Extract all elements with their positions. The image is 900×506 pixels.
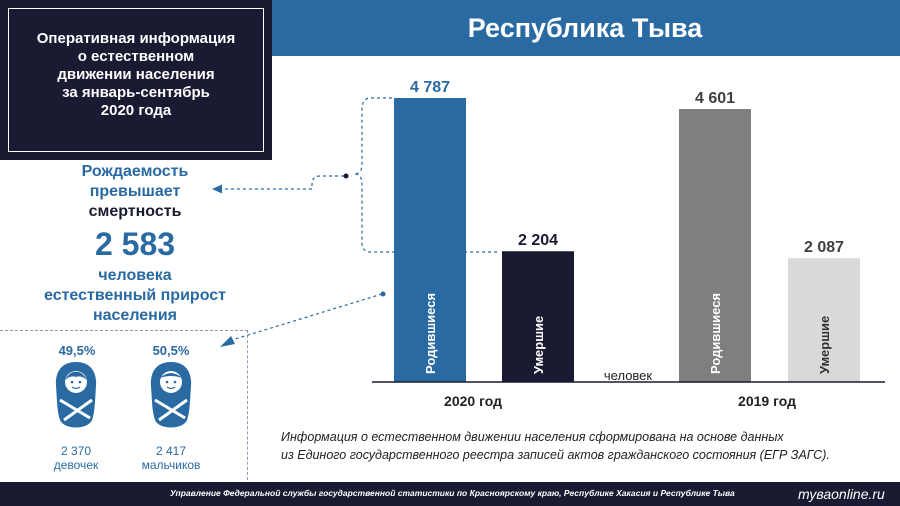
arrowhead-icon — [212, 185, 222, 194]
fertility-line-3: смертность — [88, 203, 182, 220]
growth-line: естественный прирост — [44, 287, 226, 304]
info-line: 2020 года — [100, 102, 172, 119]
growth-line: населения — [92, 307, 178, 324]
bar-category-label: Умершие — [531, 315, 546, 374]
bar-category-label: Умершие — [817, 315, 832, 374]
connector-dot — [344, 174, 349, 179]
fertility-line-1: Рождаемость — [81, 163, 189, 180]
methodology-note — [281, 428, 865, 464]
source-logo[interactable] — [798, 482, 885, 506]
bar-value-label: 4 787 — [409, 79, 451, 96]
growth-line: человека — [98, 267, 172, 284]
info-line: о естественном — [77, 48, 195, 65]
source-suffix: online.ru — [831, 486, 885, 502]
info-line: за январь-сентябрь — [62, 84, 210, 101]
unit-label: человек — [603, 368, 653, 383]
girls-count-value: 2 370 — [60, 444, 92, 458]
connector-dot — [381, 292, 386, 297]
bar-category-label: Родившиеся — [708, 292, 723, 374]
bar-value-label: 2 087 — [803, 239, 845, 257]
boys-count-value: 2 417 — [155, 444, 187, 458]
boys-count-label: мальчиков — [141, 458, 201, 472]
bars-layer — [394, 79, 860, 382]
bracket-to-text-line — [222, 176, 344, 189]
bar-value-label: 2 204 — [517, 232, 559, 250]
page-title: Республика Тыва — [467, 13, 703, 43]
girls-percent: 49,5% — [58, 343, 96, 358]
source-prefix: тува — [798, 486, 832, 502]
girls-count-label: девочек — [53, 458, 99, 472]
growth-to-kids-line — [232, 294, 382, 340]
fertility-line-2: превышает — [89, 183, 181, 200]
arrowhead-icon — [220, 336, 235, 347]
note-line: из Единого государственного реестра записей актов гражданского состояния (ЕГР ЗАГС). — [281, 448, 830, 462]
bar-category-label: Родившиеся — [423, 292, 438, 374]
note-line: Информация о естественном движении населения сформирована на основе данных — [281, 430, 784, 444]
footer-agency-text: Управление Федеральной службы государственной статистики по Красноярскому краю, Республике Хакасия и Республике Тыва — [170, 488, 735, 498]
natural-growth-value: 2 583 — [94, 226, 176, 262]
boys-percent: 50,5% — [152, 343, 190, 358]
info-line: Оперативная информация — [36, 30, 236, 47]
group-label-2019: 2019 год — [738, 393, 796, 409]
group-label-2020: 2020 год — [444, 393, 502, 409]
info-line: движении населения — [57, 66, 215, 83]
bar-value-label: 4 601 — [694, 90, 736, 108]
